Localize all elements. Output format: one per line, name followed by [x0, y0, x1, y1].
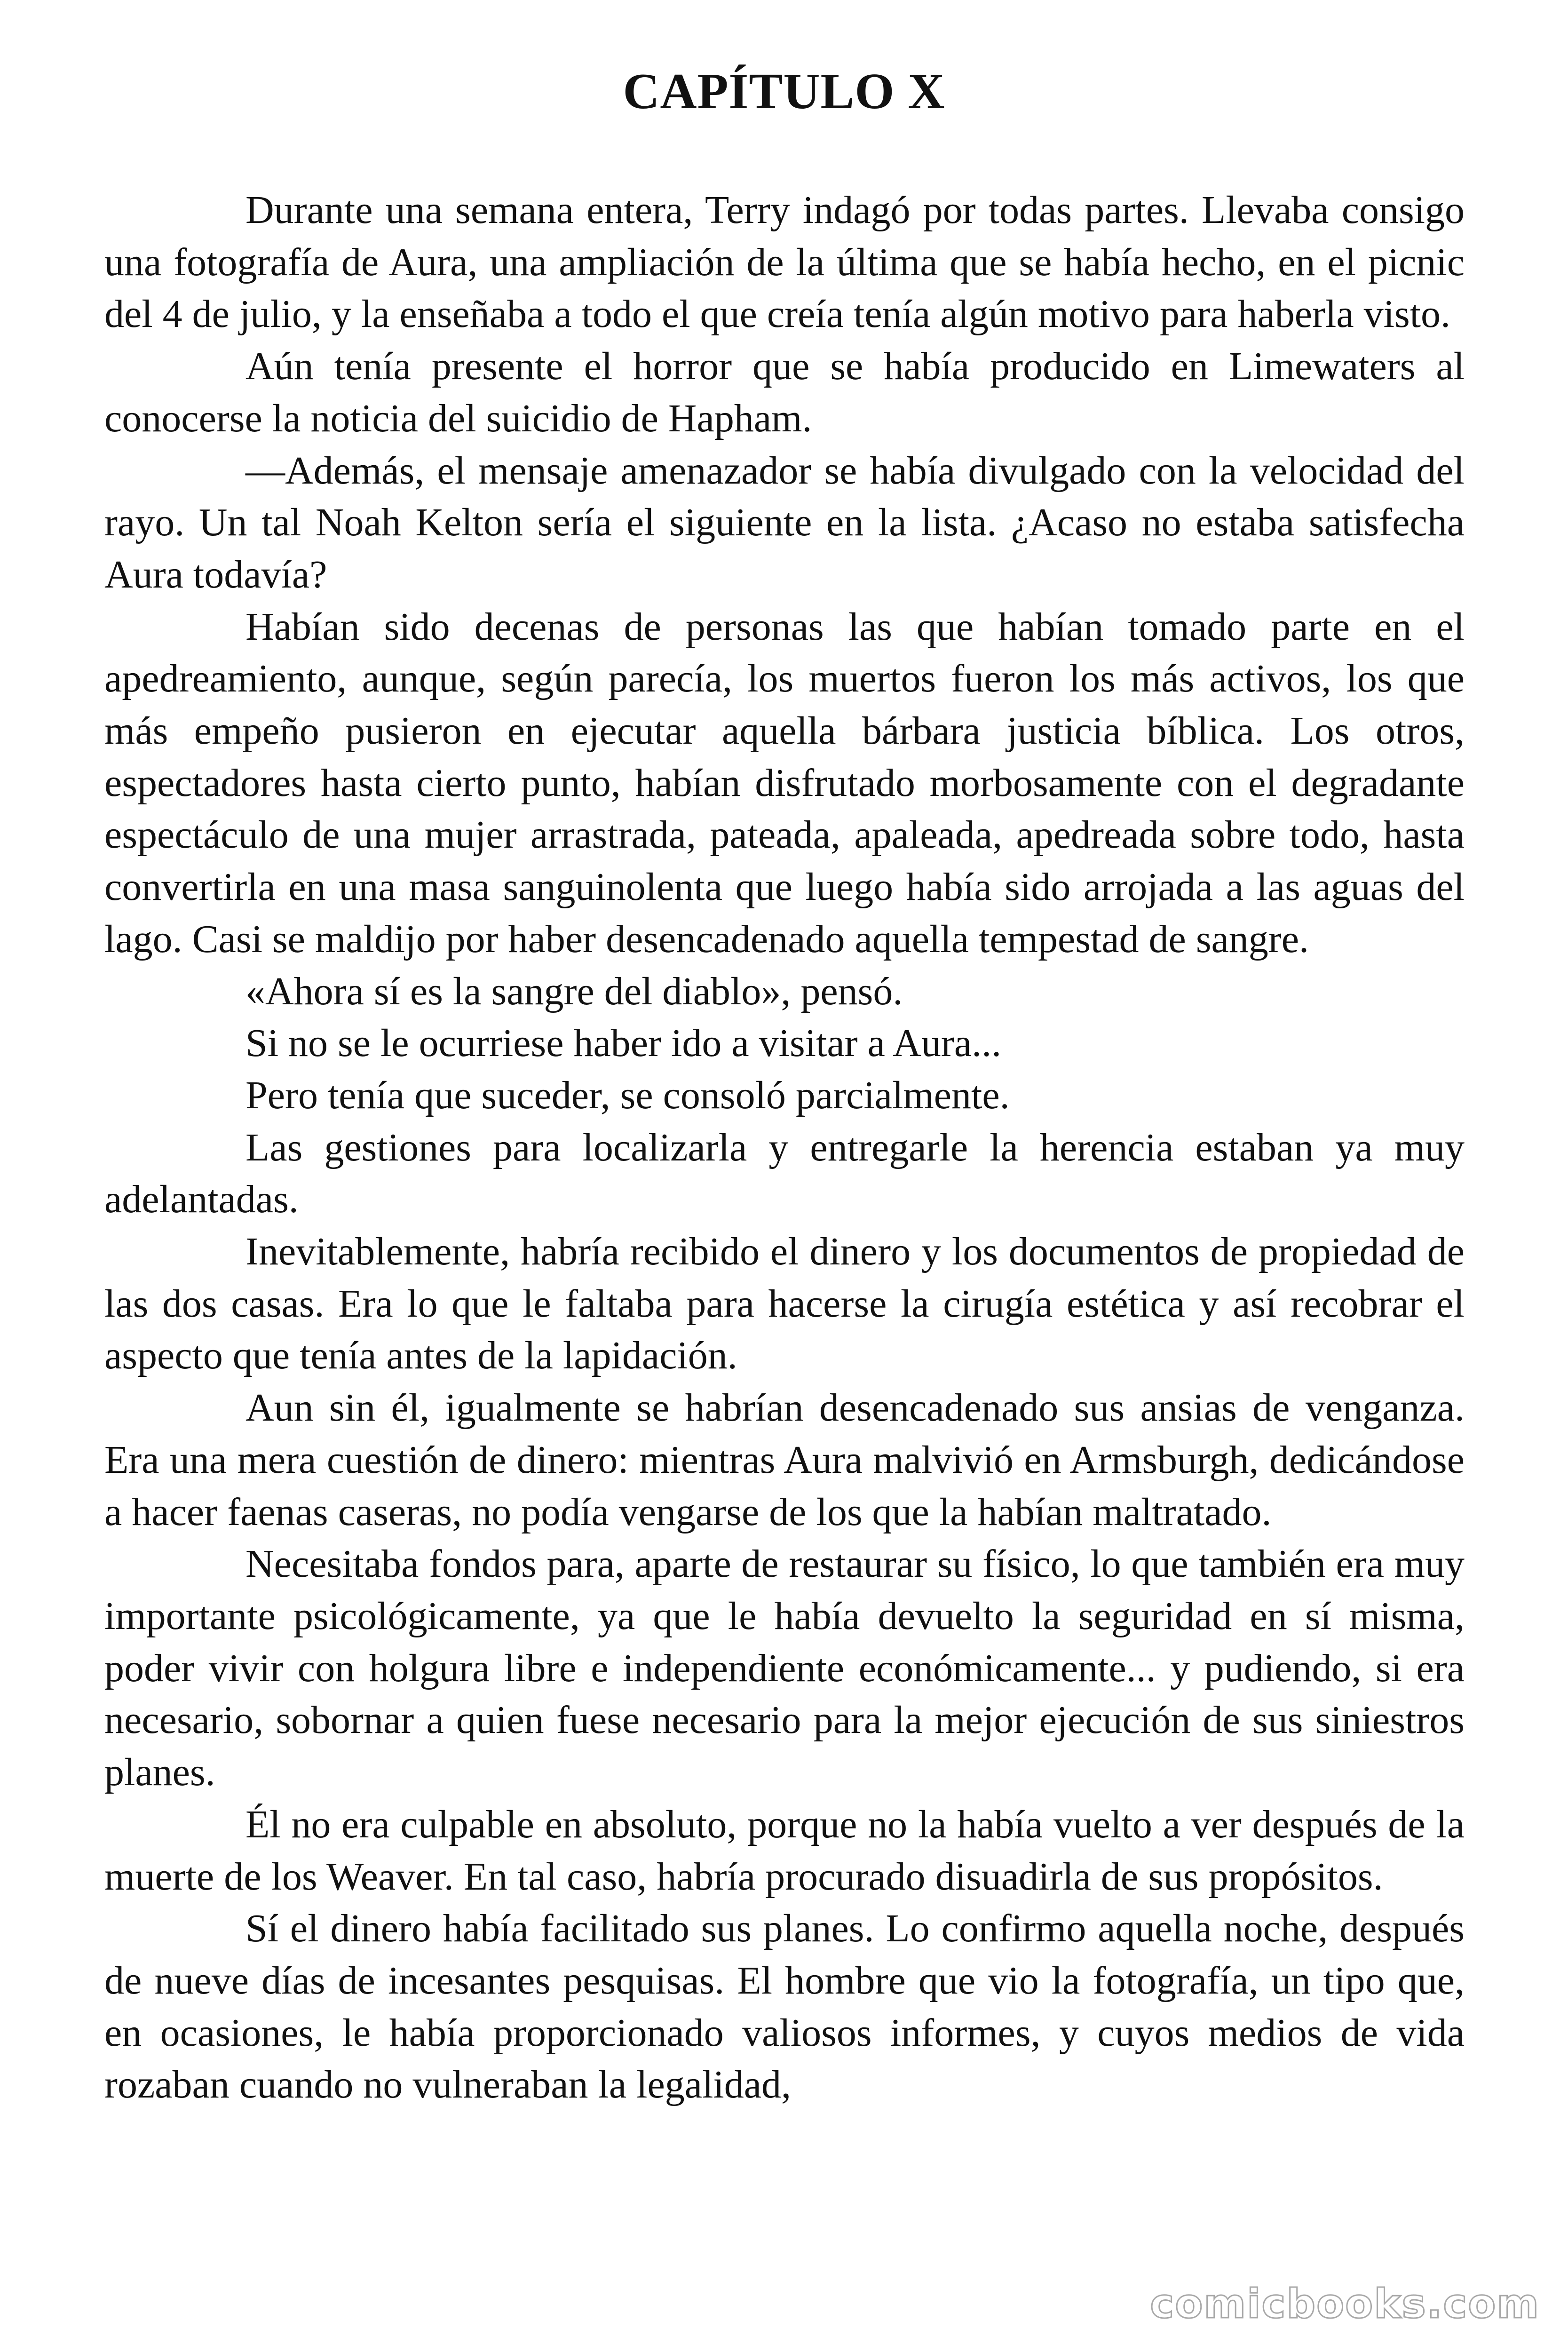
paragraph: Sí el dinero había facilitado sus planes. Lo confirmo aquella noche, después de nueve días de incesantes pesquisas. El hombre que vio la fotografía, un tipo que, en ocasiones, le había proporcionado valiosos informes, y cuyos medios de vida rozaban cuando no vulneraban la legalidad,: [104, 1907, 1465, 2107]
paragraph: Habían sido decenas de personas las que habían tomado parte en el apedreamiento, aunque, según parecía, los muertos fueron los más activos, los que más empeño pusieron en ejecutar aquella bárbara justicia bíblica. Los otros, espectadores hasta cierto punto, habían disfrutado morbosamente con el degradante espectáculo de una mujer arrastrada, pateada, apaleada, apedreada sobre todo, hasta convertirla en una masa sanguinolenta que luego había sido arrojada a las aguas del lago. Casi se maldijo por haber desencadenado aquella tempestad de sangre.: [104, 604, 1465, 961]
paragraph: —Además, el mensaje amenazador se había divulgado con la velocidad del rayo. Un tal Noah Kelton sería el siguiente en la lista. ¿Acaso no estaba satisfecha Aura todavía?: [104, 448, 1465, 596]
paragraph: Si no se le ocurriese haber ido a visitar a Aura...: [245, 1021, 1002, 1065]
watermark-logo: comicbooks.com: [1150, 2280, 1540, 2328]
paragraph: Necesitaba fondos para, aparte de restaurar su físico, lo que también era muy importante psicológicamente, ya que le había devuelto la seguridad en sí misma, poder vivir con holgura libre e independiente económicamente... y pudiendo, si era necesario, sobornar a quien fuese necesario para la mejor ejecución de sus siniestros planes.: [104, 1542, 1465, 1795]
paragraph: Durante una semana entera, Terry indagó por todas partes. Llevaba consigo una fotografía de Aura, una ampliación de la última que se había hecho, en el picnic del 4 de julio, y la enseñaba a todo el que creía tenía algún motivo para haberla visto.: [104, 188, 1465, 336]
paragraph: Él no era culpable en absoluto, porque no la había vuelto a ver después de la muerte de los Weaver. En tal caso, habría procurado disuadirla de sus propósitos.: [104, 1802, 1465, 1899]
paragraph: Inevitablemente, habría recibido el dinero y los documentos de propiedad de las dos casas. Era lo que le faltaba para hacerse la cirugía estética y así recobrar el aspecto que tenía antes de la lapidación.: [104, 1230, 1465, 1378]
paragraph: Aun sin él, igualmente se habrían desencadenado sus ansias de venganza. Era una mera cuestión de dinero: mientras Aura malvivió en Armsburgh, dedicándose a hacer faenas caseras, no podía vengarse de los que la habían maltratado.: [104, 1386, 1465, 1534]
chapter-text: [104, 184, 1465, 2111]
paragraph: Pero tenía que suceder, se consoló parcialmente.: [245, 1073, 1010, 1117]
paragraph: Las gestiones para localizarla y entregarle la herencia estaban ya muy adelantadas.: [104, 1125, 1465, 1222]
paragraph: «Ahora sí es la sangre del diablo», pensó.: [245, 969, 903, 1013]
paragraph: Aún tenía presente el horror que se había producido en Limewaters al conocerse la noticia del suicidio de Hapham.: [104, 344, 1465, 440]
chapter-title: CAPÍTULO X: [623, 64, 945, 119]
